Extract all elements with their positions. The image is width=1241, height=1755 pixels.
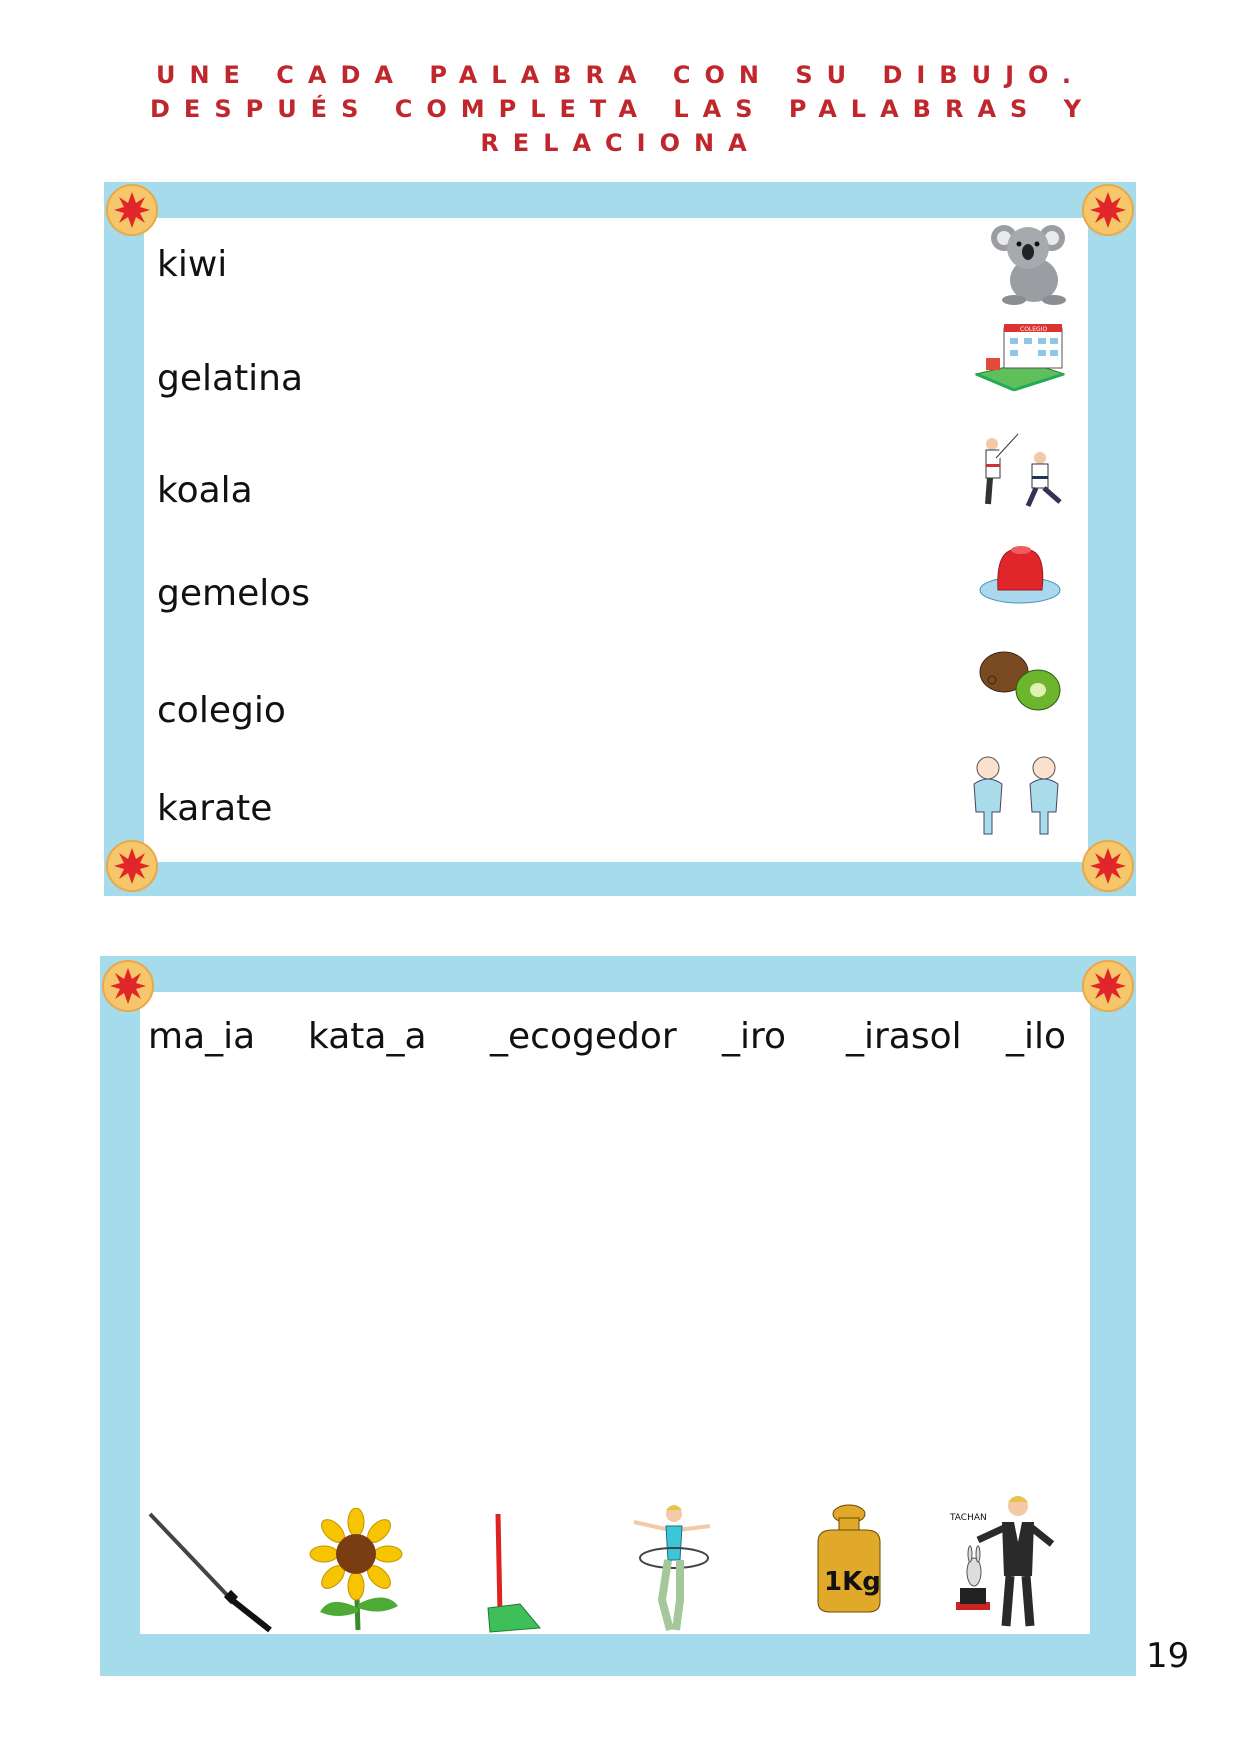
kiwi-picture[interactable] [974, 644, 1064, 716]
fill-word-ecogedor[interactable]: _ecogedor [490, 1016, 677, 1057]
star-corner-icon [106, 184, 158, 236]
heading-line-3: RELACIONA [480, 129, 761, 157]
word-koala[interactable]: koala [157, 470, 253, 511]
word-kiwi[interactable]: kiwi [157, 244, 228, 285]
school-sign: COLEGIO [1020, 326, 1048, 333]
magician-picture[interactable] [948, 1492, 1056, 1632]
star-corner-icon [1082, 840, 1134, 892]
word-gelatina[interactable]: gelatina [157, 358, 304, 399]
word-karate[interactable]: karate [157, 788, 273, 829]
magician-label: TACHAN [950, 1513, 987, 1523]
fill-word-irasol[interactable]: _irasol [846, 1016, 962, 1057]
heading-line-2: DESPUÉS COMPLETA LAS PALABRAS Y [150, 95, 1096, 123]
katana-picture[interactable] [146, 1510, 276, 1634]
instructions-heading [150, 58, 1096, 160]
koala-picture[interactable] [988, 218, 1078, 306]
page-number: 19 [1146, 1636, 1190, 1676]
dustpan-picture[interactable] [484, 1512, 544, 1634]
kilo-weight-picture[interactable] [812, 1502, 886, 1614]
twins-picture[interactable] [962, 754, 1070, 838]
fill-word-kataa[interactable]: kata_a [308, 1016, 427, 1057]
fill-word-ilo[interactable]: _ilo [1006, 1016, 1067, 1057]
star-corner-icon [106, 840, 158, 892]
heading-line-1: UNE CADA PALABRA CON SU DIBUJO. [155, 61, 1086, 89]
word-colegio[interactable]: colegio [157, 690, 286, 731]
star-corner-icon [1082, 960, 1134, 1012]
fill-word-maia[interactable]: ma_ia [148, 1016, 256, 1057]
word-gemelos[interactable]: gemelos [157, 573, 310, 614]
sunflower-picture[interactable] [302, 1508, 410, 1632]
matching-card [144, 218, 1088, 862]
jelly-picture[interactable] [976, 540, 1066, 608]
weight-label: 1Kg [824, 1567, 881, 1597]
school-picture[interactable] [974, 318, 1066, 400]
hula-hoop-picture[interactable] [630, 1500, 714, 1634]
star-corner-icon [1082, 184, 1134, 236]
fill-word-iro[interactable]: _iro [722, 1016, 787, 1057]
karate-picture[interactable] [974, 428, 1066, 510]
star-corner-icon [102, 960, 154, 1012]
